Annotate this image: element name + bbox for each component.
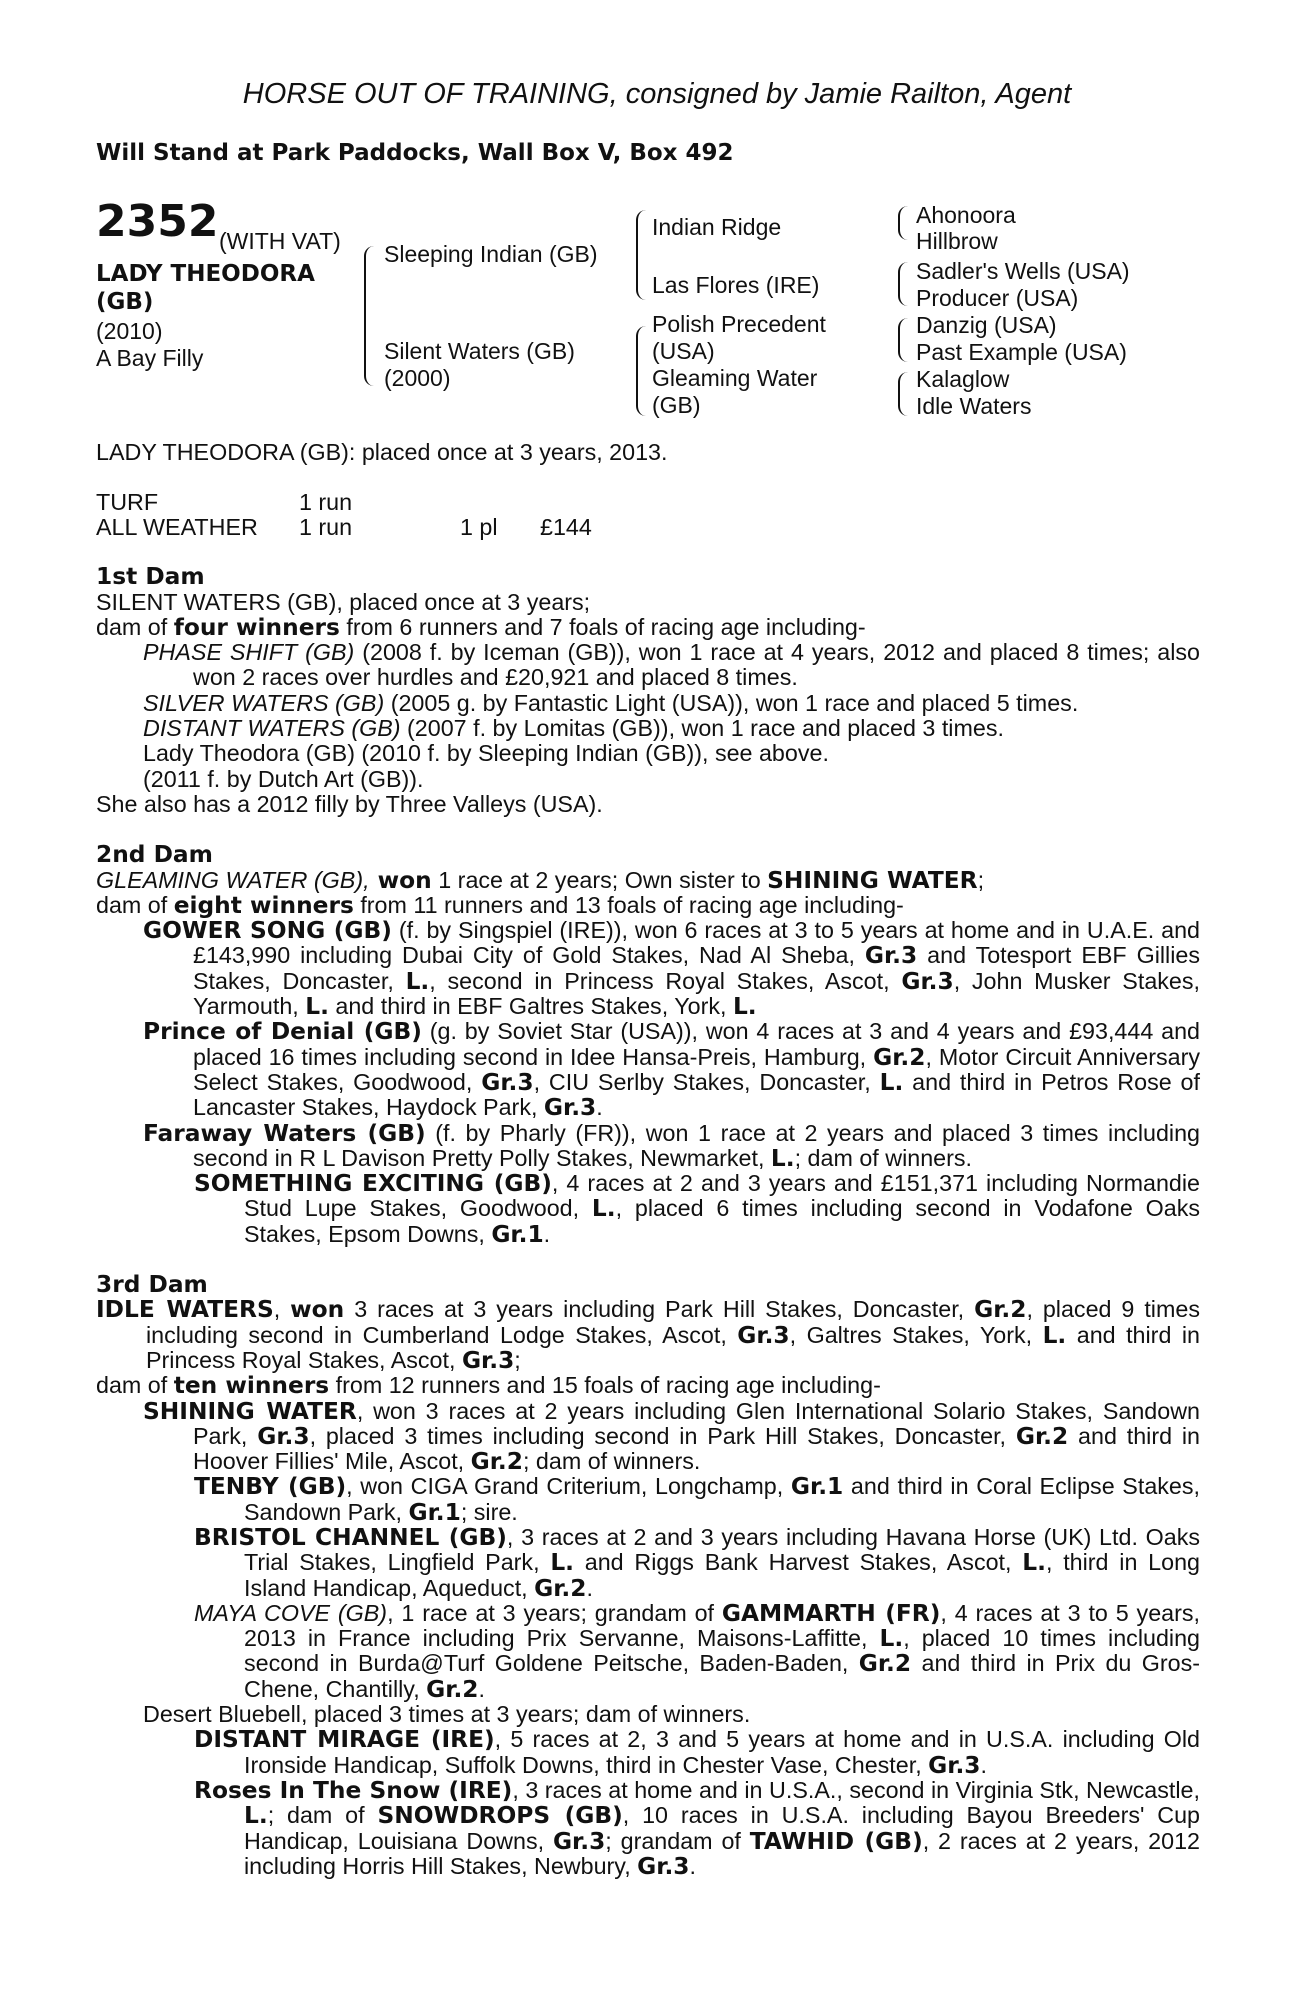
produce-entry: BRISTOL CHANNEL (GB), 3 races at 2 and 3 years including Havana Horse (UK) Ltd. Oaks Trial Stakes, Lingfield Park, L. and Riggs Bank Harvest Stakes, Ascot, L., third in Long Island Handicap, Aqueduct, Gr.2. bbox=[194, 1523, 1200, 1602]
first-dam-line: SILENT WATERS (GB), placed once at 3 years; bbox=[96, 588, 591, 615]
ancestor-3: Sadler's Wells (USA) bbox=[916, 258, 1130, 284]
third-dam-produce: dam of ten winners from 12 runners and 15 foals of racing age including- bbox=[96, 1372, 881, 1400]
produce-entry: Desert Bluebell, placed 3 times at 3 years; dam of winners. bbox=[143, 1701, 751, 1728]
vat-note: (WITH VAT) bbox=[219, 228, 341, 254]
aw-runs: 1 run bbox=[299, 514, 353, 541]
ancestor-5: Danzig (USA) bbox=[916, 312, 1057, 338]
sire-dam-name: Las Flores (IRE) bbox=[652, 272, 820, 298]
foaling-year: (2010) bbox=[96, 318, 163, 344]
pedigree-brace-g4 bbox=[898, 372, 908, 416]
horse-name-block bbox=[96, 260, 356, 316]
dam-name: Silent Waters (GB) bbox=[384, 338, 575, 364]
first-dam-heading: 1st Dam bbox=[96, 563, 205, 591]
horse-country: (GB) bbox=[96, 289, 154, 315]
third-dam-heading: 3rd Dam bbox=[96, 1271, 208, 1299]
produce-entry: DISTANT WATERS (GB) (2007 f. by Lomitas (GB)), won 1 race and placed 3 times. bbox=[143, 715, 1004, 742]
catalogue-title: HORSE OUT OF TRAINING, consigned by Jamie Railton, Agent bbox=[242, 78, 1072, 110]
ancestor-6: Past Example (USA) bbox=[916, 339, 1127, 365]
produce-entry: SHINING WATER, won 3 races at 2 years including Glen International Solario Stakes, Sandown Park, Gr.3, placed 3 times including second in Park Hill Stakes, Doncaster, Gr.2 and third in Hoover Fillies' Mile, Ascot, Gr.2; dam of winners. bbox=[143, 1397, 1200, 1476]
ancestor-2: Hillbrow bbox=[916, 228, 998, 254]
pedigree-brace-dam bbox=[636, 326, 648, 416]
pedigree-brace-g3 bbox=[898, 318, 908, 362]
aw-placed: 1 pl bbox=[460, 514, 498, 541]
produce-entry: (2011 f. by Dutch Art (GB)). bbox=[143, 765, 424, 792]
dam-sire-country: (USA) bbox=[652, 338, 715, 364]
produce-entry: MAYA COVE (GB), 1 race at 3 years; grandam of GAMMARTH (FR), 4 races at 3 to 5 years, 2013 in France including Prix Servanne, Maisons-Laffitte, L., placed 10 times including second in Burda@Turf Goldene Peitsche, Baden-Baden, Gr.2 and third in Prix du Gros-Chene, Chantilly, Gr.2. bbox=[194, 1599, 1200, 1703]
first-dam-produce: dam of four winners from 6 runners and 7 foals of racing age including- bbox=[96, 613, 866, 641]
horse-name: LADY THEODORA bbox=[96, 261, 315, 287]
race-record bbox=[96, 490, 1200, 542]
sire-name: Sleeping Indian (GB) bbox=[384, 241, 598, 267]
first-dam-note: She also has a 2012 filly by Three Valleys (USA). bbox=[96, 790, 603, 817]
pedigree-brace-sire bbox=[636, 210, 648, 300]
produce-entry: GOWER SONG (GB) (f. by Singspiel (IRE)), won 6 races at 3 to 5 years at home and in U.A.E. and £143,990 including Dubai City of Gold Stakes, Nad Al Sheba, Gr.3 and Totesport EBF Gillies Stakes, Doncaster, L., second in Princess Royal Stakes, Ascot, Gr.3, John Musker Stakes, Yarmouth, L. and third in EBF Galtres Stakes, York, L. bbox=[143, 917, 1201, 1021]
dam-sire-name: Polish Precedent bbox=[652, 311, 826, 337]
turf-runs: 1 run bbox=[299, 489, 353, 516]
pedigree-brace-g1 bbox=[898, 206, 908, 240]
pedigree-brace-g2 bbox=[898, 262, 908, 306]
sire-sire-name: Indian Ridge bbox=[652, 214, 782, 240]
produce-entry: Lady Theodora (GB) (2010 f. by Sleeping Indian (GB)), see above. bbox=[143, 740, 829, 767]
turf-label: TURF bbox=[96, 489, 159, 516]
produce-entry: Prince of Denial (GB) (g. by Soviet Star (USA)), won 4 races at 3 and 4 years and £93,444 and placed 16 times including second in Idee Hansa-Preis, Hamburg, Gr.2, Motor Circuit Anniversary Select Stakes, Goodwood, Gr.3, CIU Serlby Stakes, Doncaster, L. and third in Petros Rose of Lancaster Stakes, Haydock Park, Gr.3. bbox=[143, 1018, 1200, 1122]
second-dam-produce: dam of eight winners from 11 runners and 13 foals of racing age including- bbox=[96, 891, 904, 919]
second-dam-heading: 2nd Dam bbox=[96, 841, 213, 869]
catalogue-body bbox=[96, 440, 1200, 1879]
produce-entry: PHASE SHIFT (GB) (2008 f. by Iceman (GB)), won 1 race at 4 years, 2012 and placed 8 times; also won 2 races over hurdles and £20,921 and placed 8 times. bbox=[143, 639, 1200, 691]
pedigree-brace-main bbox=[364, 246, 376, 386]
ancestor-7: Kalaglow bbox=[916, 366, 1010, 392]
ancestor-8: Idle Waters bbox=[916, 393, 1032, 419]
aw-label: ALL WEATHER bbox=[96, 514, 258, 541]
produce-entry: SOMETHING EXCITING (GB), 4 races at 2 and 3 years and £151,371 including Normandie Stud Lupe Stakes, Goodwood, L., placed 6 times including second in Vodafone Oaks Stakes, Epsom Downs, Gr.1. bbox=[194, 1170, 1200, 1248]
ancestor-4: Producer (USA) bbox=[916, 285, 1079, 311]
dam-dam-country: (GB) bbox=[652, 392, 701, 418]
dam-year: (2000) bbox=[384, 365, 451, 391]
second-dam-line: GLEAMING WATER (GB), won 1 race at 2 years; Own sister to SHINING WATER; bbox=[96, 866, 985, 894]
aw-prize: £144 bbox=[540, 514, 592, 541]
dam-dam-name: Gleaming Water bbox=[652, 365, 818, 391]
third-dam-line: IDLE WATERS, won 3 races at 3 years including Park Hill Stakes, Doncaster, Gr.2, placed 9 times including second in Cumberland Lodge Stakes, Ascot, Gr.3, Galtres Stakes, York, L. and third in Princess Royal Stakes, Ascot, Gr.3; bbox=[96, 1296, 1200, 1374]
stand-location: Will Stand at Park Paddocks, Wall Box V, Box 492 bbox=[96, 140, 734, 166]
produce-entry: TENBY (GB), won CIGA Grand Criterium, Longchamp, Gr.1 and third in Coral Eclipse Stakes, Sandown Park, Gr.1; sire. bbox=[194, 1473, 1201, 1526]
produce-entry: Faraway Waters (GB) (f. by Pharly (FR)), won 1 race at 2 years and placed 3 times including second in R L Davison Pretty Polly Stakes, Newmarket, L.; dam of winners. bbox=[143, 1119, 1200, 1172]
produce-entry: SILVER WATERS (GB) (2005 g. by Fantastic Light (USA)), won 1 race and placed 5 times. bbox=[143, 689, 1079, 716]
produce-entry: DISTANT MIRAGE (IRE), 5 races at 2, 3 and 5 years at home and in U.S.A. including Old Ironside Handicap, Suffolk Downs, third in Chester Vase, Chester, Gr.3. bbox=[194, 1726, 1200, 1779]
ancestor-1: Ahonoora bbox=[916, 202, 1016, 228]
produce-entry: Roses In The Snow (IRE), 3 races at home and in U.S.A., second in Virginia Stk, Newcastle, L.; dam of SNOWDROPS (GB), 10 races in U.S.A. including Bayou Breeders' Cup Handicap, Louisiana Downs, Gr.3; grandam of TAWHID (GB), 2 races at 2 years, 2012 including Horris Hill Stakes, Newbury, Gr.3. bbox=[194, 1776, 1201, 1880]
race-summary: LADY THEODORA (GB): placed once at 3 years, 2013. bbox=[96, 439, 668, 465]
lot-number: 2352 bbox=[96, 196, 219, 247]
horse-description: A Bay Filly bbox=[96, 345, 204, 371]
